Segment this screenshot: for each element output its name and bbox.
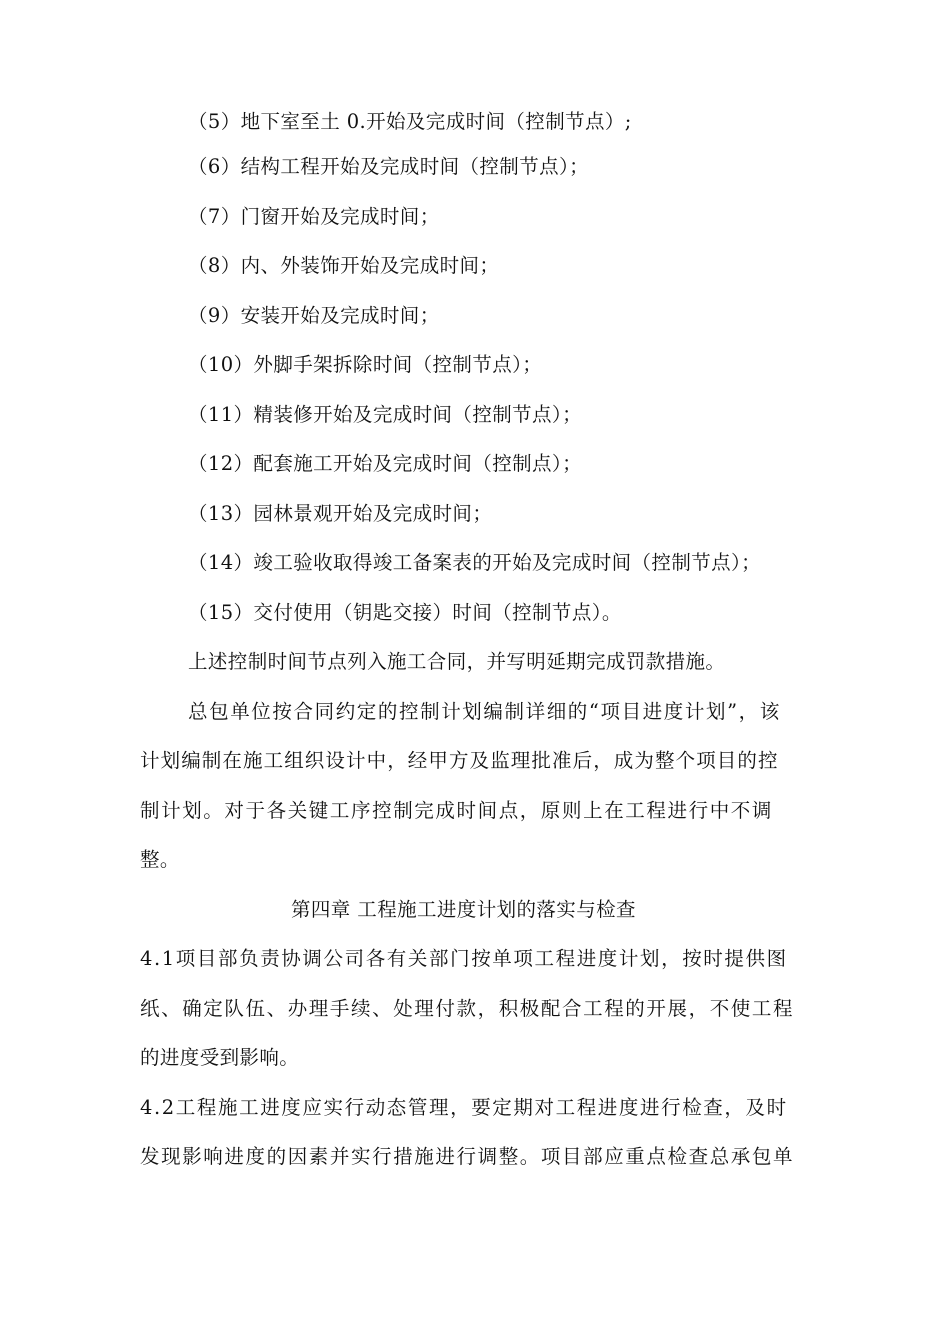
list-item: （10）外脚手架拆除时间（控制节点）； — [188, 353, 543, 376]
list-item: （13）园林景观开始及完成时间； — [188, 502, 493, 525]
list-item: （8）内、外装饰开始及完成时间； — [188, 254, 500, 277]
list-item: （12）配套施工开始及完成时间（控制点）； — [188, 452, 582, 475]
list-item: （7）门窗开始及完成时间； — [188, 205, 440, 228]
list-item: （14）竣工验收取得竣工备案表的开始及完成时间（控制节点）； — [188, 551, 762, 574]
section-4-1-line: 纸、确定队伍、办理手续、处理付款，积极配合工程的开展，不使工程 — [140, 997, 795, 1020]
paragraph-line: 整。 — [140, 848, 180, 871]
paragraph-line: 总包单位按合同约定的控制计划编制详细的“项目进度计划”，该 — [188, 700, 781, 723]
chapter-heading: 第四章 工程施工进度计划的落实与检查 — [291, 898, 636, 921]
paragraph-control-nodes: 上述控制时间节点列入施工合同，并写明延期完成罚款措施。 — [188, 650, 726, 673]
paragraph-line: 制计划。对于各关键工序控制完成时间点，原则上在工程进行中不调 — [140, 799, 774, 822]
section-4-1-line: 的进度受到影响。 — [140, 1046, 300, 1069]
section-4-1-line: 4.1项目部负责协调公司各有关部门按单项工程进度计划，按时提供图 — [140, 947, 788, 970]
list-item: （6）结构工程开始及完成时间（控制节点）； — [188, 155, 590, 178]
list-item: （15）交付使用（钥匙交接）时间（控制节点）。 — [188, 601, 622, 624]
section-4-2-line: 发现影响进度的因素并实行措施进行调整。项目部应重点检查总承包单 — [140, 1145, 795, 1168]
list-item: （11）精装修开始及完成时间（控制节点）； — [188, 403, 582, 426]
list-item: （9）安装开始及完成时间； — [188, 304, 440, 327]
paragraph-line: 计划编制在施工组织设计中，经甲方及监理批准后，成为整个项目的控 — [140, 749, 779, 772]
list-item: （5）地下室至土 0.开始及完成时间（控制节点）; — [188, 110, 632, 133]
section-4-2-line: 4.2工程施工进度应实行动态管理，要定期对工程进度进行检查，及时 — [140, 1096, 788, 1119]
